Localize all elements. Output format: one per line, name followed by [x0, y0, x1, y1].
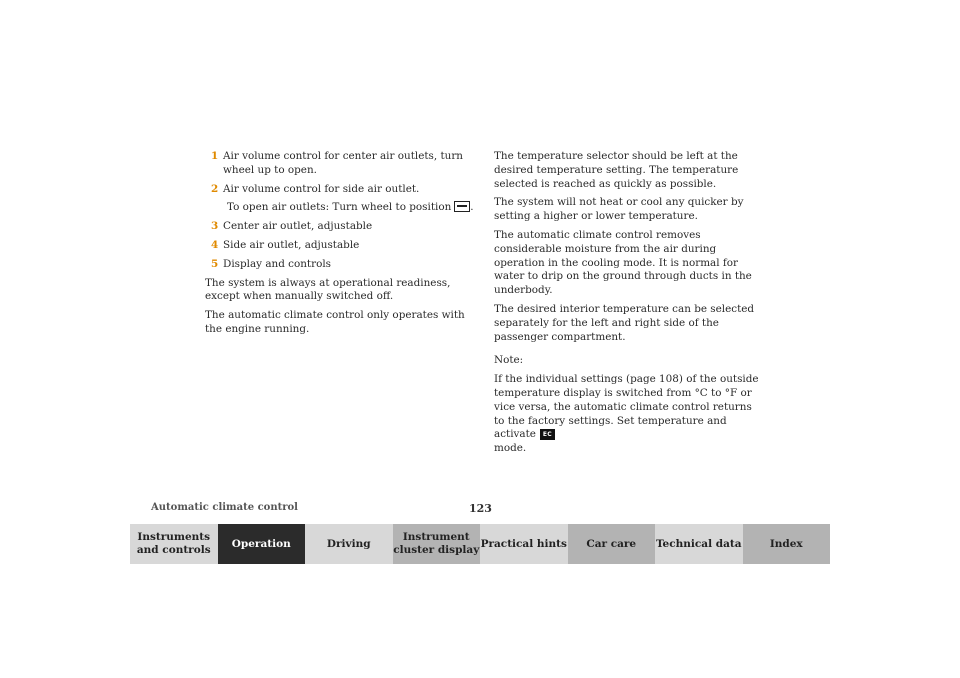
- item-text: Air volume control for center air outlets, turn wheel up to open.: [223, 150, 463, 176]
- item-text: Display and controls: [223, 257, 331, 270]
- tab-label: Practical hints: [480, 537, 567, 550]
- paragraph: The system is always at operational readiness, except when manually switched off.: [205, 276, 451, 303]
- note-end: mode.: [494, 442, 527, 455]
- paragraph: The automatic climate control only operates with the engine running.: [205, 309, 465, 335]
- item-number: 1: [211, 150, 219, 162]
- tab-operation[interactable]: [218, 524, 306, 564]
- paragraph: The temperature selector should be left at the desired temperature setting. The temperature selected is reached as quickly as possible.: [494, 150, 739, 190]
- ec-mode-icon: EC: [540, 429, 555, 440]
- sub-note: [205, 201, 480, 215]
- page-number: 123: [469, 502, 492, 515]
- note-label: Note:: [494, 354, 524, 367]
- sub-note-end: .: [470, 201, 474, 214]
- note-text: If the individual settings (page 108) of the outside temperature display is switched from °C to °F or vice versa, the automatic climate control returns to the factory settings. Set temperature and activate: [494, 373, 759, 441]
- tab-label: Index: [769, 537, 803, 550]
- list-item: [205, 183, 480, 197]
- list-item: [205, 258, 480, 272]
- list-item: [205, 220, 480, 234]
- tab-instruments-and-controls[interactable]: [130, 524, 218, 564]
- paragraph: The automatic climate control removes considerable moisture from the air during operation in the cooling mode. It is normal for water to drip on the ground through ducts in the underbody.: [494, 228, 752, 297]
- tab-label: Operation: [231, 537, 291, 550]
- paragraph: The system will not heat or cool any quicker by setting a higher or lower temperature.: [494, 196, 744, 223]
- right-column: [494, 150, 764, 461]
- tab-label: Car care: [586, 537, 637, 550]
- section-nav-bar: [130, 524, 830, 564]
- item-number: 4: [211, 238, 219, 251]
- tab-label: Driving: [326, 537, 371, 550]
- tab-practical-hints[interactable]: [480, 524, 568, 564]
- item-number: 3: [211, 220, 219, 233]
- open-position-icon: [454, 201, 470, 212]
- tab-instrument-cluster-display[interactable]: [393, 524, 481, 564]
- section-title: Automatic climate control: [151, 502, 298, 513]
- list-item: [205, 150, 480, 178]
- tab-label: Technical data: [655, 537, 742, 550]
- tab-index[interactable]: [743, 524, 831, 564]
- note-paragraph: [494, 373, 764, 456]
- item-number: 2: [211, 182, 219, 195]
- sub-note-text: To open air outlets: Turn wheel to position: [227, 201, 452, 214]
- tab-technical-data[interactable]: [655, 524, 743, 564]
- tab-label: Instrument cluster display: [393, 531, 480, 556]
- left-column: [205, 150, 480, 342]
- tab-car-care[interactable]: [568, 524, 656, 564]
- item-text: Air volume control for side air outlet.: [223, 182, 420, 195]
- item-number: 5: [211, 257, 219, 270]
- list-item: [205, 239, 480, 253]
- item-text: Side air outlet, adjustable: [223, 238, 360, 251]
- tab-driving[interactable]: [305, 524, 393, 564]
- item-text: Center air outlet, adjustable: [223, 220, 373, 233]
- tab-label: Instruments and controls: [136, 531, 211, 556]
- paragraph: The desired interior temperature can be selected separately for the left and right side of the passenger compartment.: [494, 302, 755, 343]
